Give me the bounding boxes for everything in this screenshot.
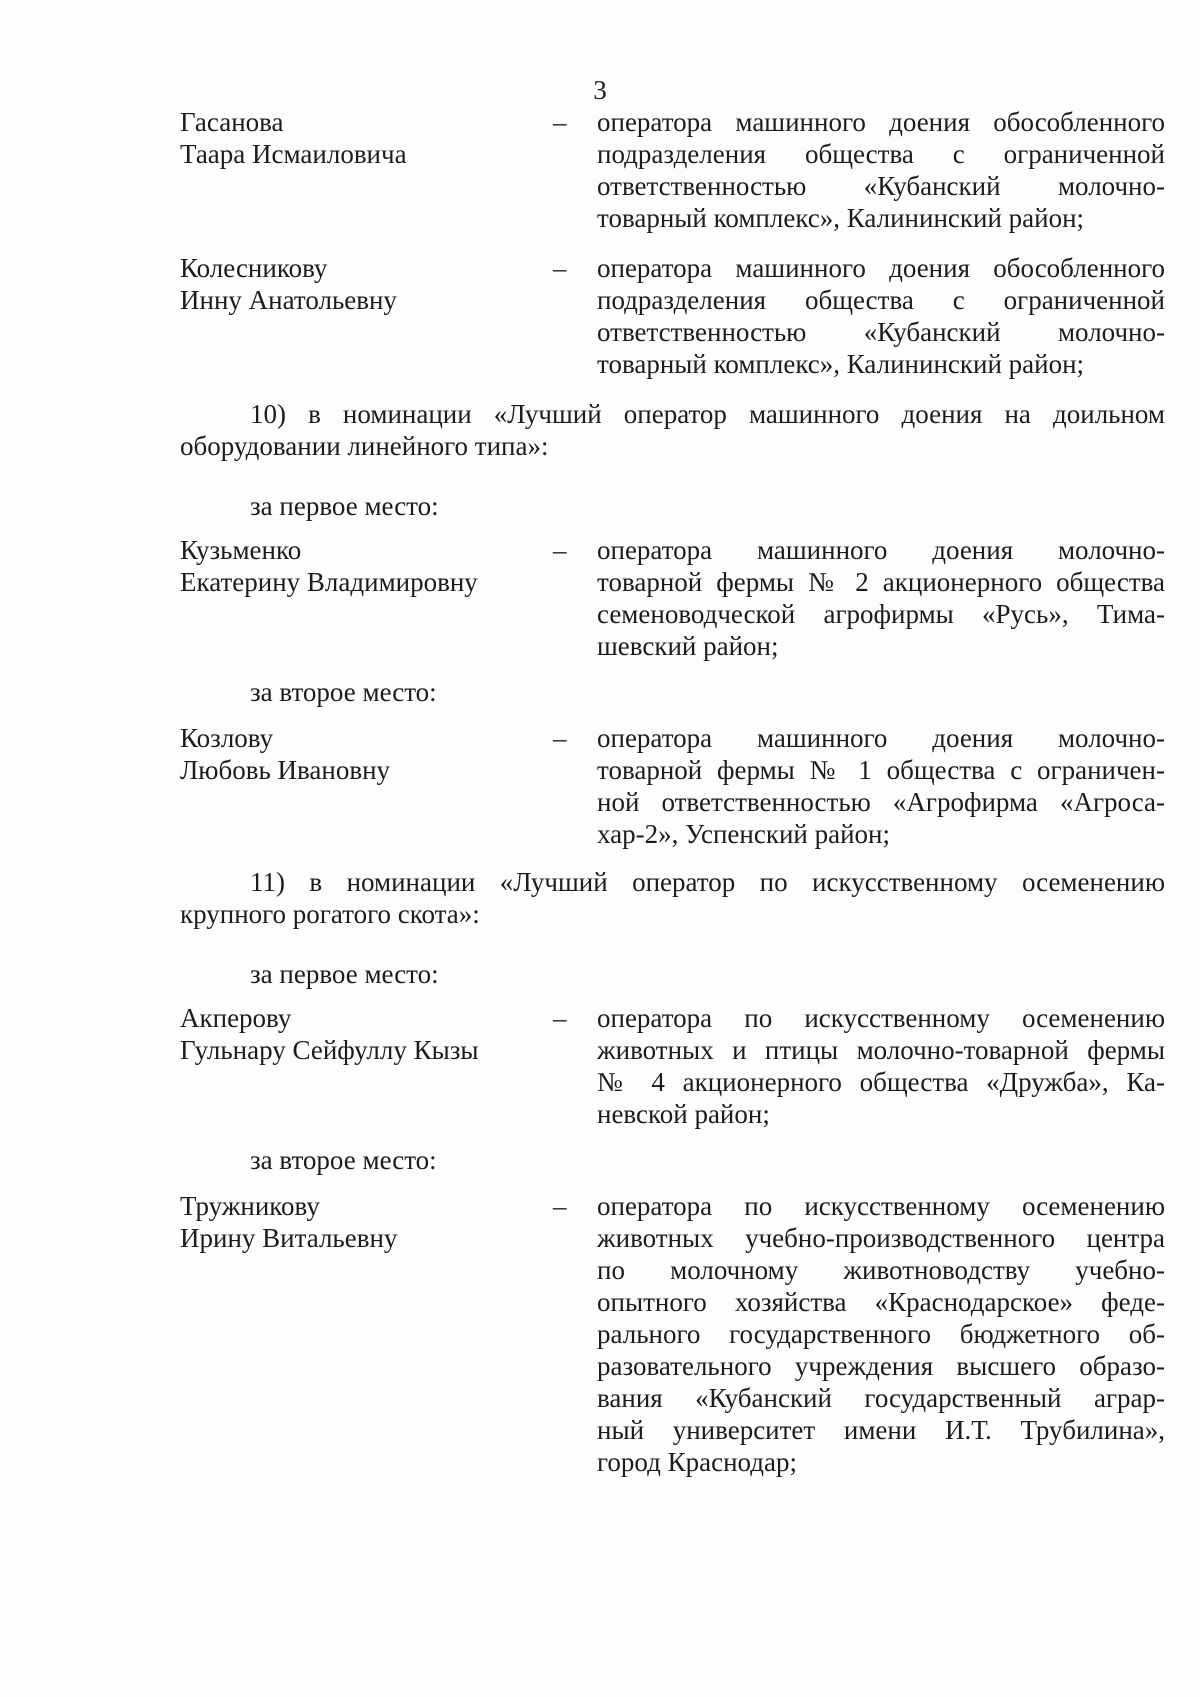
dash: – [553, 1191, 567, 1221]
position-line: семеноводческой агрофирмы «Русь», Тима- [597, 599, 1165, 629]
position-line: подразделения общества с ограниченной [597, 139, 1165, 169]
position-line: разовательного учреждения высшего образо- [597, 1351, 1165, 1381]
nomination-line: 11) в номинации «Лучший оператор по искусственному осеменению [250, 867, 1165, 897]
position-line: подразделения общества с ограниченной [597, 285, 1165, 315]
dash: – [553, 107, 567, 137]
dash: – [553, 253, 567, 283]
position-line: ответственностью «Кубанский молочно- [597, 171, 1165, 201]
position-line: опытного хозяйства «Краснодарское» феде- [597, 1287, 1165, 1317]
award-entry [180, 1002, 1165, 1162]
position-line: оператора машинного доения обособленного [597, 253, 1165, 283]
award-entry [180, 534, 1165, 694]
place-heading: за второе место: [250, 677, 437, 707]
dash: – [553, 1003, 567, 1033]
recipient-name: Козлову Любовь Ивановну [180, 723, 391, 785]
recipient-name: Тружникову Ирину Витальевну [180, 1191, 398, 1253]
position-line: № 4 акционерного общества «Дружба», Ка- [597, 1067, 1165, 1097]
recipient-position [597, 1002, 1165, 1130]
position-line: вания «Кубанский государственный аграр- [597, 1383, 1165, 1413]
page-number: 3 [593, 75, 607, 105]
recipient-name: Акперову Гульнару Сейфуллу Кызы [180, 1003, 479, 1065]
dash: – [553, 535, 567, 565]
award-entry [180, 106, 1165, 266]
position-line: хар-2», Успенский район; [597, 819, 890, 849]
position-line: невской район; [597, 1099, 770, 1129]
position-line: по молочному животноводству учебно- [597, 1255, 1165, 1285]
recipient-name: Гасанова Таара Исмаиловича [180, 107, 407, 169]
position-line: животных учебно-производственного центра [597, 1223, 1165, 1253]
recipient-position [597, 106, 1165, 234]
position-line: оператора машинного доения обособленного [597, 107, 1165, 137]
position-line: шевский район; [597, 631, 779, 661]
recipient-position [597, 722, 1165, 850]
position-line: животных и птицы молочно-товарной фермы [597, 1035, 1165, 1065]
nomination-line: 10) в номинации «Лучший оператор машинного доения на доильном [250, 399, 1165, 429]
position-line: оператора машинного доения молочно- [597, 535, 1165, 565]
nomination-line: крупного рогатого скота»: [180, 899, 480, 929]
nomination-line: оборудовании линейного типа»: [180, 431, 549, 461]
place-heading: за первое место: [250, 491, 439, 521]
position-line: товарной фермы № 1 общества с ограничен- [597, 755, 1165, 785]
award-entry [180, 252, 1165, 412]
award-entry [180, 1190, 1165, 1500]
recipient-name: Колесникову Инну Анатольевну [180, 253, 397, 315]
position-line: товарный комплекс», Калининский район; [597, 203, 1085, 233]
recipient-position [597, 1190, 1165, 1478]
position-line: оператора по искусственному осеменению [597, 1003, 1165, 1033]
position-line: оператора по искусственному осеменению [597, 1191, 1165, 1221]
place-heading: за второе место: [250, 1145, 437, 1175]
position-line: оператора машинного доения молочно- [597, 723, 1165, 753]
position-line: ный университет имени И.Т. Трубилина», [597, 1415, 1165, 1445]
position-line: рального государственного бюджетного об- [597, 1319, 1165, 1349]
nomination-paragraph [180, 866, 1165, 930]
recipient-position [597, 534, 1165, 662]
position-line: товарный комплекс», Калининский район; [597, 349, 1085, 379]
recipient-name: Кузьменко Екатерину Владимировну [180, 535, 478, 597]
position-line: ной ответственностью «Агрофирма «Агроса- [597, 787, 1165, 817]
position-line: товарной фермы № 2 акционерного общества [597, 567, 1165, 597]
recipient-position [597, 252, 1165, 380]
position-line: город Краснодар; [597, 1447, 797, 1477]
place-heading: за первое место: [250, 959, 439, 989]
award-entry [180, 722, 1165, 882]
dash: – [553, 723, 567, 753]
position-line: ответственностью «Кубанский молочно- [597, 317, 1165, 347]
nomination-paragraph [180, 398, 1165, 462]
